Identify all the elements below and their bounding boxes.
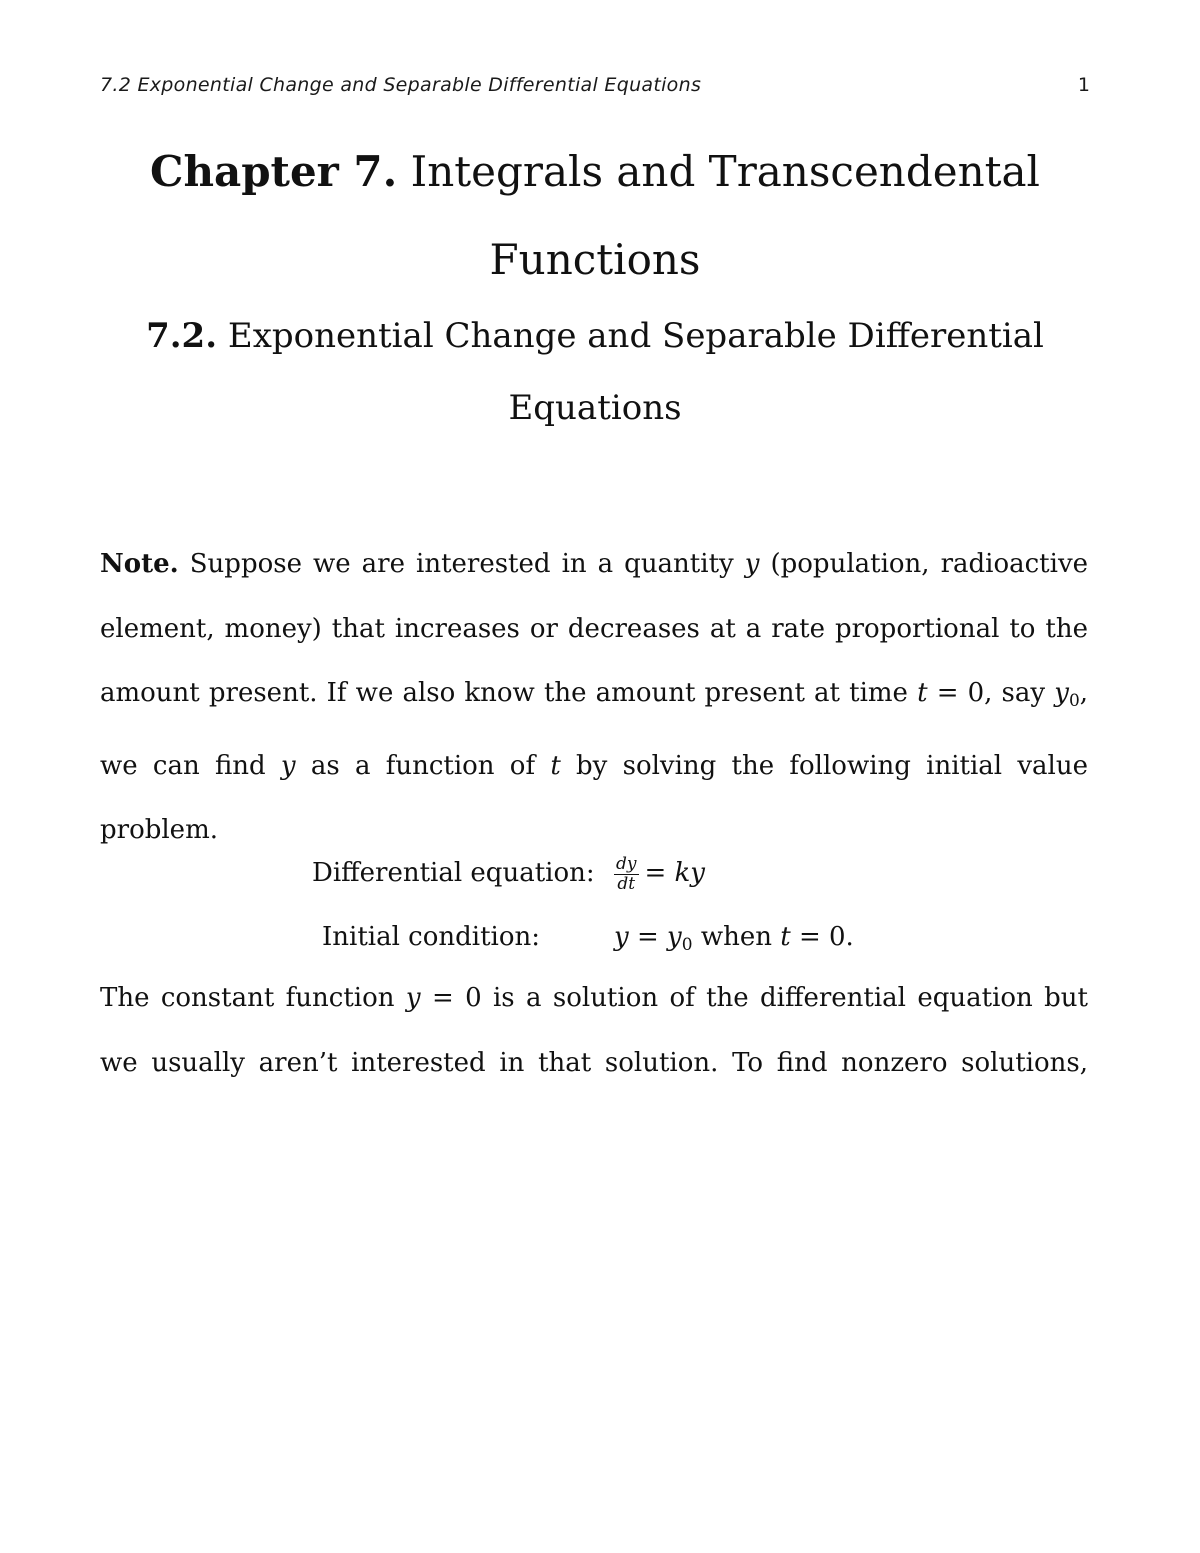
initial-condition-label: Initial condition: [322, 922, 541, 952]
equation-rhs: = ky [644, 858, 705, 888]
y0-subscript: 0 [1068, 691, 1080, 711]
note-text-3: , we can find [100, 678, 1089, 781]
section-label: 7.2. [146, 316, 218, 356]
cont-text-2: = 0 is a solution of the differential equation but we usually aren’t interested in that solution. To find nonzero solutions, [100, 983, 1089, 1078]
math-var-y: y [744, 549, 760, 579]
math-var-t: t [917, 678, 928, 708]
ic-var-y: y [614, 922, 629, 952]
math-var-y0 [1054, 678, 1080, 711]
y0-base: y [1054, 678, 1069, 708]
note-text-4: as a function of [310, 750, 536, 781]
ic-y0-subscript: 0 [681, 935, 693, 955]
differential-equation [614, 848, 705, 898]
math-var-y: y [280, 750, 296, 781]
ic-when: when [700, 922, 772, 952]
math-var-t: t [550, 750, 561, 781]
running-title: 7.2 Exponential Change and Separable Differential Equations [100, 74, 702, 96]
math-var-y: y [405, 983, 421, 1013]
ic-equals: = [636, 922, 659, 952]
page-number: 1 [1077, 74, 1090, 96]
fraction-denominator: dt [617, 873, 636, 894]
running-header [100, 74, 1090, 104]
chapter-label: Chapter 7. [150, 147, 398, 196]
ic-y0-base: y [667, 922, 682, 952]
differential-equation-label: Differential equation: [312, 858, 595, 888]
fraction-numerator: dy [616, 853, 637, 874]
note-eq-zero: = 0, say [936, 678, 1046, 708]
note-label: Note. [100, 549, 179, 579]
continuation-paragraph [100, 966, 1088, 1095]
ic-var-y0 [667, 922, 693, 955]
section-title [100, 300, 1090, 444]
note-text-1: Suppose we are interested in a quantity [189, 549, 734, 579]
chapter-title-text: Integrals and Transcendental Functions [410, 147, 1040, 284]
derivative-fraction [614, 853, 639, 894]
note-text-2: (population, radioactive element, money) that increases or decreases at a rate proportional to the amount present. If we also know the amount present at time [100, 549, 1089, 708]
ic-var-t: t [780, 922, 791, 952]
cont-text-1: The constant function [100, 983, 395, 1013]
section-title-text: Exponential Change and Separable Differential Equations [227, 316, 1044, 428]
initial-condition [614, 912, 854, 962]
ic-rhs: = 0. [798, 922, 854, 952]
chapter-title [100, 128, 1090, 304]
note-text-5: by solving the following initial value problem. [100, 750, 1088, 845]
note-paragraph [100, 532, 1088, 863]
